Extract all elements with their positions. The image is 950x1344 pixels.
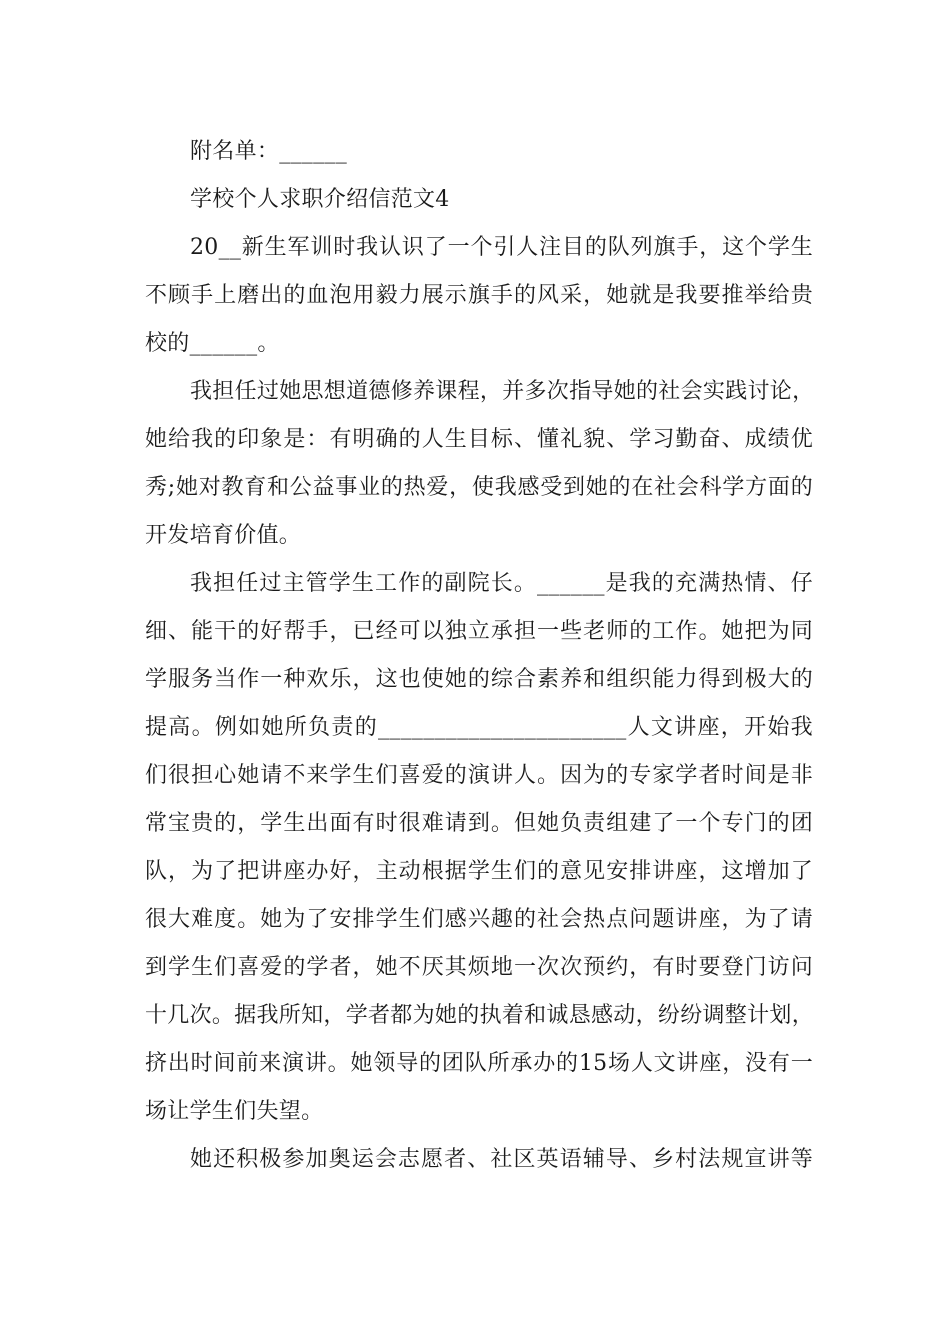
text-line: 挤出时间前来演讲。她领导的团队所承办的15场人文讲座，没有一 xyxy=(145,1051,813,1076)
text-line: 校的______。 xyxy=(145,331,280,356)
text-line: 不顾手上磨出的血泡用毅力展示旗手的风采，她就是我要推举给贵 xyxy=(145,283,813,308)
paragraph-2 xyxy=(145,368,813,560)
section-title: 学校个人求职介绍信范文4 xyxy=(190,187,450,212)
text-line: 细、能干的好帮手，已经可以独立承担一些老师的工作。她把为同 xyxy=(145,619,813,644)
text-line: 队，为了把讲座办好，主动根据学生们的意见安排讲座，这增加了 xyxy=(145,859,813,884)
text-line: 到学生们喜爱的学者，她不厌其烦地一次次预约，有时要登门访问 xyxy=(145,955,813,980)
text-line: 们很担心她请不来学生们喜爱的演讲人。因为的专家学者时间是非 xyxy=(145,763,813,788)
paragraph-4 xyxy=(145,1136,813,1184)
document-body xyxy=(145,128,813,1184)
text-line: 场让学生们失望。 xyxy=(145,1099,324,1124)
text-line: 20__新生军训时我认识了一个引人注目的队列旗手，这个学生 xyxy=(190,235,813,260)
text-line: 常宝贵的，学生出面有时很难请到。但她负责组建了一个专门的团 xyxy=(145,811,813,836)
text-line: 开发培育价值。 xyxy=(145,523,302,548)
paragraph-1 xyxy=(145,224,813,368)
text-line: 她给我的印象是：有明确的人生目标、懂礼貌、学习勤奋、成绩优 xyxy=(145,427,813,452)
text-line: 学服务当作一种欢乐，这也使她的综合素养和组织能力得到极大的 xyxy=(145,667,813,692)
text-line: 秀;她对教育和公益事业的热爱，使我感受到她的在社会科学方面的 xyxy=(145,475,813,500)
text-line: 提高。例如她所负责的______________________人文讲座，开始我 xyxy=(145,715,813,740)
text-line: 她还积极参加奥运会志愿者、社区英语辅导、乡村法规宣讲等 xyxy=(190,1147,813,1172)
text-line: 我担任过她思想道德修养课程，并多次指导她的社会实践讨论， xyxy=(190,379,815,404)
text-line: 我担任过主管学生工作的副院长。______是我的充满热情、仔 xyxy=(190,571,813,596)
text-line: 十几次。据我所知，学者都为她的执着和诚恳感动，纷纷调整计划， xyxy=(145,1003,815,1028)
paragraph-3 xyxy=(145,560,813,1136)
attachment-line: 附名单：______ xyxy=(190,139,348,164)
text-line: 很大难度。她为了安排学生们感兴趣的社会热点问题讲座，为了请 xyxy=(145,907,813,932)
